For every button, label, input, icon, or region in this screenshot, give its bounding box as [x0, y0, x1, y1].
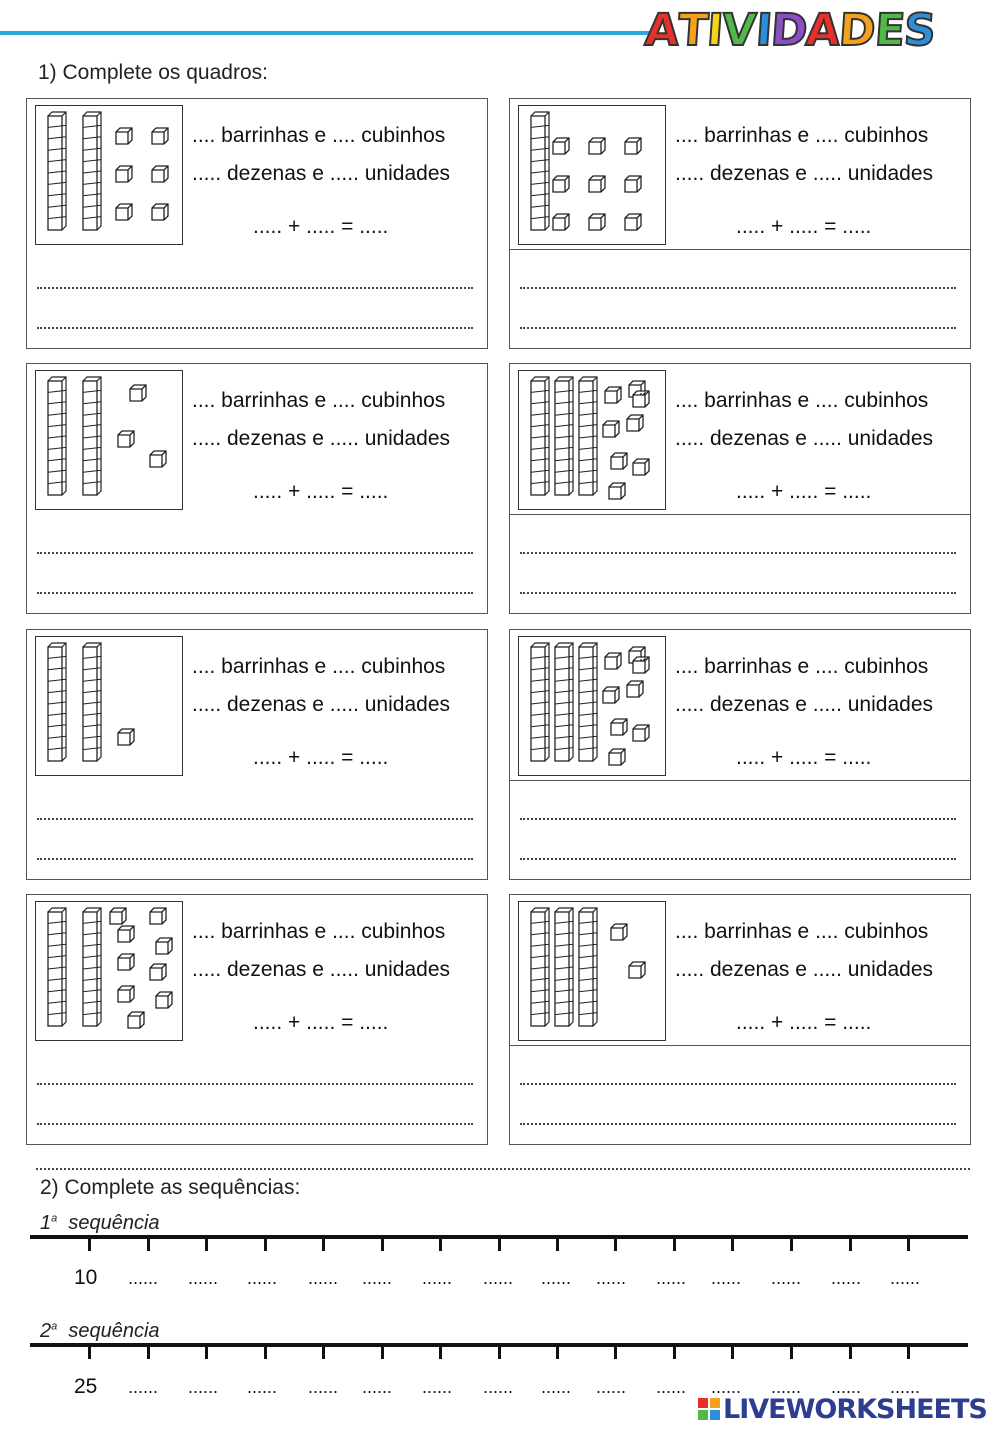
- ten-rod: [531, 643, 549, 761]
- barrinhas-cubinhos-line[interactable]: .... barrinhas e .... cubinhos: [192, 389, 446, 412]
- sequence-blank[interactable]: ......: [890, 1377, 921, 1397]
- brand-title-atividades: [645, 6, 935, 56]
- exercise-card: [509, 98, 971, 349]
- base-ten-blocks-picture: [35, 105, 183, 245]
- sequence-tick: [439, 1346, 442, 1359]
- unit-cube: [609, 749, 625, 765]
- sequence-tick: [439, 1238, 442, 1251]
- unit-cube: [156, 992, 172, 1008]
- sequence-blank[interactable]: ......: [188, 1268, 219, 1288]
- sequence-tick: [731, 1346, 734, 1359]
- answer-dotted-line[interactable]: [520, 287, 956, 289]
- unit-cube: [629, 962, 645, 978]
- sequence-tick: [790, 1238, 793, 1251]
- unit-cube: [150, 908, 166, 924]
- question-1-title: 1) Complete os quadros:: [38, 61, 268, 84]
- unit-cube: [627, 415, 643, 431]
- ten-rod: [48, 643, 66, 761]
- base-ten-blocks-picture: [518, 370, 666, 510]
- unit-cube: [625, 176, 641, 192]
- unit-cube: [152, 166, 168, 182]
- card-divider: [510, 780, 970, 781]
- answer-dotted-line[interactable]: [37, 1083, 473, 1085]
- ten-rod: [83, 112, 101, 230]
- unit-cube: [627, 681, 643, 697]
- answer-dotted-line[interactable]: [520, 818, 956, 820]
- answer-dotted-line[interactable]: [37, 287, 473, 289]
- exercise-card: [26, 98, 488, 349]
- blocks-drawing: [519, 106, 665, 244]
- sequence-tick: [556, 1238, 559, 1251]
- ten-rod: [83, 377, 101, 495]
- sequence-tick: [381, 1346, 384, 1359]
- unit-cube: [116, 128, 132, 144]
- section-separator: [36, 1168, 970, 1170]
- dezenas-unidades-line[interactable]: ..... dezenas e ..... unidades: [675, 162, 933, 185]
- barrinhas-cubinhos-line[interactable]: .... barrinhas e .... cubinhos: [675, 920, 929, 943]
- ten-rod: [531, 908, 549, 1026]
- dezenas-unidades-line[interactable]: ..... dezenas e ..... unidades: [192, 693, 450, 716]
- dezenas-unidades-line[interactable]: ..... dezenas e ..... unidades: [675, 693, 933, 716]
- brand-letter: T: [676, 5, 709, 56]
- unit-cube: [625, 138, 641, 154]
- unit-cube: [152, 204, 168, 220]
- sequence-blank[interactable]: ......: [831, 1377, 862, 1397]
- unit-cube: [150, 964, 166, 980]
- sequence-tick: [498, 1346, 501, 1359]
- sequence-1-start-value: 10: [74, 1266, 98, 1289]
- brand-letter: D: [769, 5, 809, 56]
- sequence-blank[interactable]: ......: [890, 1268, 921, 1288]
- sequence-blank[interactable]: ......: [483, 1377, 514, 1397]
- barrinhas-cubinhos-line[interactable]: .... barrinhas e .... cubinhos: [675, 655, 929, 678]
- unit-cube: [118, 729, 134, 745]
- sequence-tick: [264, 1346, 267, 1359]
- answer-dotted-line[interactable]: [520, 1083, 956, 1085]
- unit-cube: [609, 483, 625, 499]
- header-line: [0, 31, 650, 35]
- brand-letter: A: [804, 5, 842, 56]
- sequence-tick: [147, 1346, 150, 1359]
- sequence-blank[interactable]: ......: [711, 1377, 742, 1397]
- sequence-tick: [673, 1346, 676, 1359]
- barrinhas-cubinhos-line[interactable]: .... barrinhas e .... cubinhos: [192, 920, 446, 943]
- sequence-tick: [322, 1346, 325, 1359]
- ten-rod: [555, 908, 573, 1026]
- brand-letter: E: [873, 5, 906, 56]
- unit-cube: [589, 176, 605, 192]
- card-divider: [510, 249, 970, 250]
- unit-cube: [605, 387, 621, 403]
- sequence-tick: [907, 1238, 910, 1251]
- base-ten-blocks-picture: [35, 370, 183, 510]
- brand-letter: D: [837, 5, 877, 56]
- unit-cube: [589, 138, 605, 154]
- dezenas-unidades-line[interactable]: ..... dezenas e ..... unidades: [675, 427, 933, 450]
- sequence-tick: [731, 1238, 734, 1251]
- unit-cube: [116, 166, 132, 182]
- sequence-blank[interactable]: ......: [422, 1268, 453, 1288]
- sequence-tick: [381, 1238, 384, 1251]
- sequence-tick: [849, 1346, 852, 1359]
- unit-cube: [589, 214, 605, 230]
- sequence-tick: [556, 1346, 559, 1359]
- footer-brand: LIVEWORKSHEETS: [698, 1394, 987, 1425]
- unit-cube: [603, 687, 619, 703]
- answer-dotted-line[interactable]: [520, 858, 956, 860]
- blocks-drawing: [36, 106, 182, 244]
- sequence-tick: [907, 1346, 910, 1359]
- ten-rod: [48, 908, 66, 1026]
- sequence-blank[interactable]: ......: [656, 1268, 687, 1288]
- blocks-drawing: [519, 637, 665, 775]
- sequence-blank[interactable]: ......: [128, 1377, 159, 1397]
- dezenas-unidades-line[interactable]: ..... dezenas e ..... unidades: [675, 958, 933, 981]
- sequence-blank[interactable]: ......: [596, 1268, 627, 1288]
- answer-dotted-line[interactable]: [37, 818, 473, 820]
- unit-cube: [553, 176, 569, 192]
- ten-rod: [48, 377, 66, 495]
- exercise-card: [26, 629, 488, 880]
- unit-cube: [633, 459, 649, 475]
- sequence-tick: [205, 1346, 208, 1359]
- blocks-drawing: [519, 371, 665, 509]
- sequence-blank[interactable]: ......: [483, 1268, 514, 1288]
- sequence-blank[interactable]: ......: [711, 1268, 742, 1288]
- sequence-tick: [147, 1238, 150, 1251]
- unit-cube: [553, 214, 569, 230]
- sequence-blank[interactable]: ......: [247, 1268, 278, 1288]
- unit-cube: [633, 725, 649, 741]
- sum-line[interactable]: ..... + ..... = .....: [253, 215, 389, 238]
- blocks-drawing: [36, 637, 182, 775]
- sequence-1-label: 1$^a$ sequência: [40, 1212, 160, 1234]
- sequence-blank[interactable]: ......: [308, 1268, 339, 1288]
- sequence-2-label: 2$^a$ sequência: [40, 1320, 160, 1342]
- sum-line[interactable]: ..... + ..... = .....: [736, 215, 872, 238]
- ten-rod: [555, 643, 573, 761]
- dezenas-unidades-line[interactable]: ..... dezenas e ..... unidades: [192, 162, 450, 185]
- base-ten-blocks-picture: [35, 636, 183, 776]
- sum-line[interactable]: ..... + ..... = .....: [253, 746, 389, 769]
- blocks-drawing: [36, 902, 182, 1040]
- sequence-tick: [88, 1238, 91, 1251]
- ten-rod: [579, 643, 597, 761]
- unit-cube: [118, 954, 134, 970]
- base-ten-blocks-picture: [518, 636, 666, 776]
- sequence-blank[interactable]: ......: [541, 1377, 572, 1397]
- brand-letter: I: [705, 5, 725, 56]
- sum-line[interactable]: ..... + ..... = .....: [736, 480, 872, 503]
- barrinhas-cubinhos-line[interactable]: .... barrinhas e .... cubinhos: [675, 124, 929, 147]
- card-divider: [510, 514, 970, 515]
- sequence-blank[interactable]: ......: [596, 1377, 627, 1397]
- sequence-blank[interactable]: ......: [422, 1377, 453, 1397]
- answer-dotted-line[interactable]: [37, 858, 473, 860]
- unit-cube: [611, 453, 627, 469]
- brand-letter: V: [720, 5, 758, 56]
- sequence-tick: [264, 1238, 267, 1251]
- sequence-tick: [790, 1346, 793, 1359]
- sequence-blank[interactable]: ......: [541, 1268, 572, 1288]
- ten-rod: [531, 377, 549, 495]
- sequence-blank[interactable]: ......: [831, 1268, 862, 1288]
- sum-line[interactable]: ..... + ..... = .....: [736, 1011, 872, 1034]
- exercise-card: [509, 629, 971, 880]
- exercise-card: [26, 363, 488, 614]
- answer-dotted-line[interactable]: [37, 1123, 473, 1125]
- sum-line[interactable]: ..... + ..... = .....: [253, 480, 389, 503]
- unit-cube: [605, 653, 621, 669]
- sequence-blank[interactable]: ......: [362, 1377, 393, 1397]
- unit-cube: [150, 451, 166, 467]
- dezenas-unidades-line[interactable]: ..... dezenas e ..... unidades: [192, 958, 450, 981]
- ten-rod: [48, 112, 66, 230]
- brand-letter: A: [643, 5, 680, 56]
- answer-dotted-line[interactable]: [37, 552, 473, 554]
- unit-cube: [118, 926, 134, 942]
- ten-rod: [83, 908, 101, 1026]
- liveworksheets-logo-icon: [698, 1398, 720, 1420]
- brand-letter: S: [902, 5, 937, 56]
- sequence-blank[interactable]: ......: [771, 1377, 802, 1397]
- barrinhas-cubinhos-line[interactable]: .... barrinhas e .... cubinhos: [192, 124, 446, 147]
- exercise-card: [509, 894, 971, 1145]
- unit-cube: [128, 1012, 144, 1028]
- answer-dotted-line[interactable]: [520, 1123, 956, 1125]
- sequence-blank[interactable]: ......: [308, 1377, 339, 1397]
- unit-cube: [130, 385, 146, 401]
- ten-rod: [579, 908, 597, 1026]
- sequence-tick: [614, 1238, 617, 1251]
- exercise-card: [26, 894, 488, 1145]
- answer-dotted-line[interactable]: [37, 327, 473, 329]
- sequence-tick: [614, 1346, 617, 1359]
- unit-cube: [625, 214, 641, 230]
- sequence-blank[interactable]: ......: [656, 1377, 687, 1397]
- unit-cube: [118, 986, 134, 1002]
- barrinhas-cubinhos-line[interactable]: .... barrinhas e .... cubinhos: [675, 389, 929, 412]
- sequence-tick: [673, 1238, 676, 1251]
- unit-cube: [152, 128, 168, 144]
- card-divider: [510, 1045, 970, 1046]
- blocks-drawing: [36, 371, 182, 509]
- answer-dotted-line[interactable]: [520, 327, 956, 329]
- blocks-drawing: [519, 902, 665, 1040]
- brand-letter: I: [753, 5, 773, 56]
- ten-rod: [83, 643, 101, 761]
- unit-cube: [603, 421, 619, 437]
- sequence-tick: [849, 1238, 852, 1251]
- answer-dotted-line[interactable]: [37, 592, 473, 594]
- answer-dotted-line[interactable]: [520, 592, 956, 594]
- base-ten-blocks-picture: [518, 105, 666, 245]
- sum-line[interactable]: ..... + ..... = .....: [736, 746, 872, 769]
- dezenas-unidades-line[interactable]: ..... dezenas e ..... unidades: [192, 427, 450, 450]
- ten-rod: [579, 377, 597, 495]
- unit-cube: [110, 908, 126, 924]
- sequence-tick: [498, 1238, 501, 1251]
- ten-rod: [555, 377, 573, 495]
- unit-cube: [156, 938, 172, 954]
- sequence-blank[interactable]: ......: [362, 1268, 393, 1288]
- sequence-tick: [322, 1238, 325, 1251]
- base-ten-blocks-picture: [35, 901, 183, 1041]
- sequence-tick: [88, 1346, 91, 1359]
- unit-cube: [553, 138, 569, 154]
- sequence-blank[interactable]: ......: [771, 1268, 802, 1288]
- question-2-title: 2) Complete as sequências:: [40, 1176, 301, 1199]
- unit-cube: [116, 204, 132, 220]
- sequence-2-start-value: 25: [74, 1375, 98, 1398]
- answer-dotted-line[interactable]: [520, 552, 956, 554]
- ten-rod: [531, 112, 549, 230]
- sequence-blank[interactable]: ......: [128, 1268, 159, 1288]
- unit-cube: [611, 924, 627, 940]
- base-ten-blocks-picture: [518, 901, 666, 1041]
- unit-cube: [611, 719, 627, 735]
- unit-cube: [118, 431, 134, 447]
- barrinhas-cubinhos-line[interactable]: .... barrinhas e .... cubinhos: [192, 655, 446, 678]
- sequence-blank[interactable]: ......: [247, 1377, 278, 1397]
- sum-line[interactable]: ..... + ..... = .....: [253, 1011, 389, 1034]
- sequence-tick: [205, 1238, 208, 1251]
- exercise-card: [509, 363, 971, 614]
- sequence-blank[interactable]: ......: [188, 1377, 219, 1397]
